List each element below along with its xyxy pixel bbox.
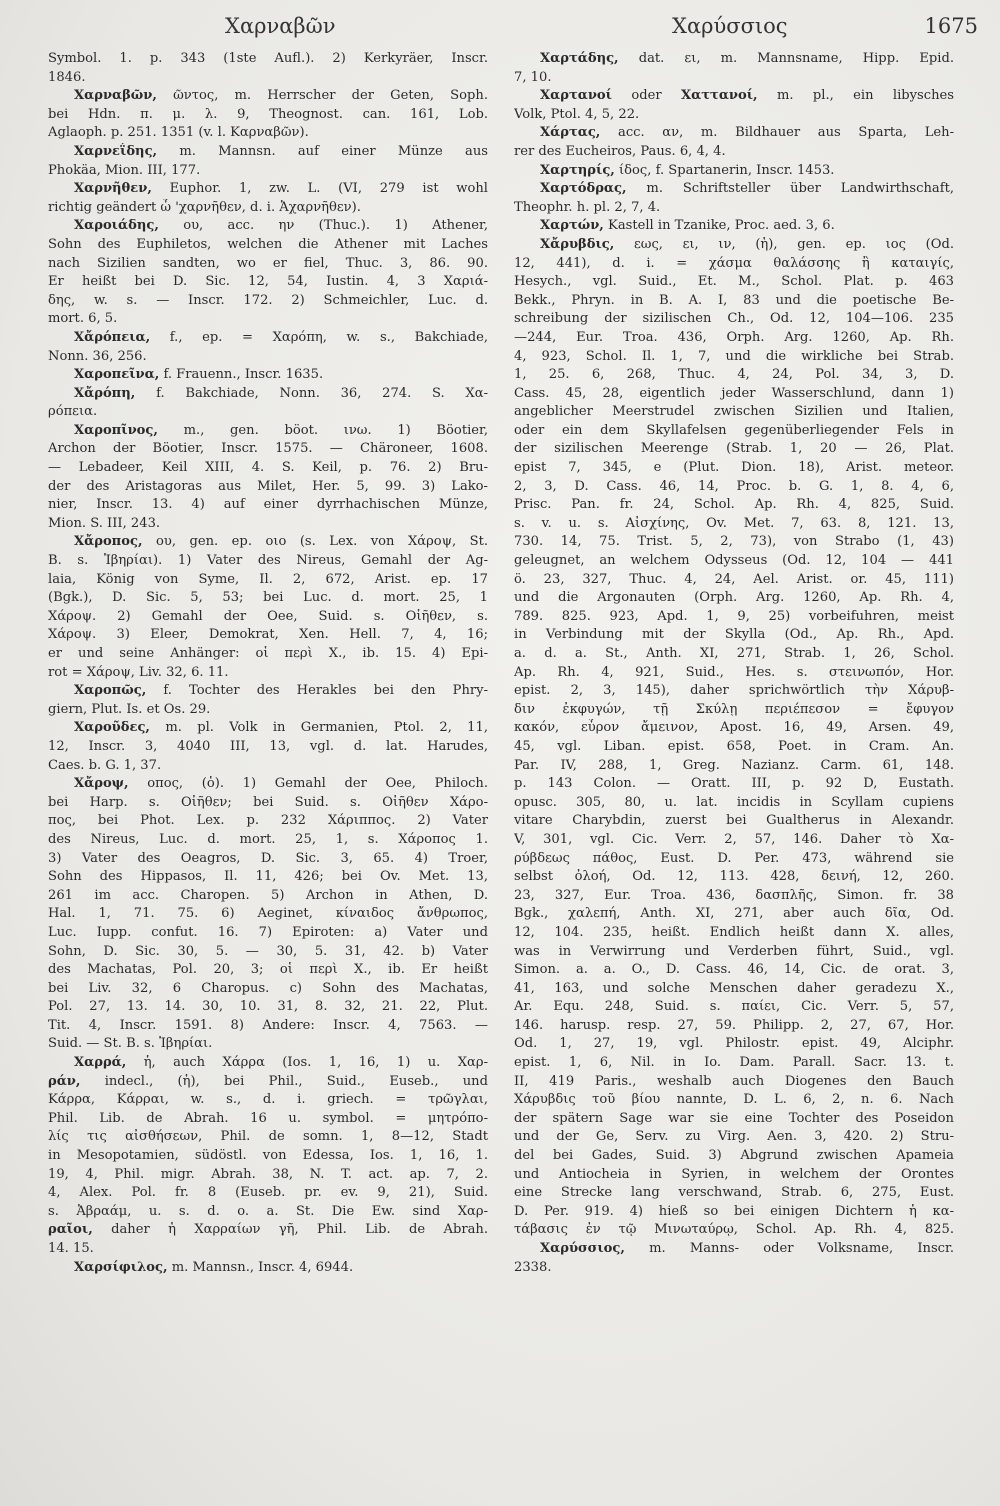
entry-text: des Nireus, Luc. d. mort. 25, 1, s. Χάροπος 1. <box>48 831 488 847</box>
entry-text: 4, Alex. Pol. fr. 8 (Euseb. pr. ev. 9, 21), Suid. <box>48 1185 488 1201</box>
entry-text: nach Sizilien sandten, wo er fiel, Thuc. 3, 86. 90. <box>48 255 488 271</box>
text-line <box>514 496 954 515</box>
entry-text: daher ἡ Χαρραίων γῆ, Phil. Lib. de Abrah. <box>92 1222 488 1238</box>
entry-text: Sohn, D. Sic. 30, 5. — 30, 5. 31, 42. b) Vater <box>48 943 488 959</box>
entry-text: geleugnet, an welchem Odysseus (Od. 12, 104 — 441 <box>514 553 954 569</box>
entry-text: 12, 104. 235, heißt. Endlich heißt dann Χ. alles, <box>514 924 954 940</box>
entry-text: λίς τις αἰσθήσεων, Phil. de somn. 1, 8—12, Stadt <box>48 1129 488 1145</box>
entry-text: nier, Inscr. 13. 4) auf einer dyrrhachischen Münze, <box>48 497 488 513</box>
headword: Χαροιάδης, <box>74 218 159 234</box>
text-line <box>514 868 954 887</box>
entry-text: II, 419 Paris., weshalb auch Diogenes den Bauch <box>514 1073 954 1089</box>
entry-text: epist. 2, 3, 145), daher sprichwörtlich τὴν Χάρυβ- <box>514 683 954 699</box>
headword: Χαροπῖνος, <box>74 422 158 438</box>
entry-text: Phokäa, Mion. III, 177. <box>48 162 201 178</box>
entry-text: Mion. S. III, 243. <box>48 515 161 531</box>
entry-text: Symbol. 1. p. 343 (1ste Aufl.). 2) Kerkyräer, Inscr. <box>48 51 488 66</box>
text-line <box>48 998 488 1017</box>
entry-text: was in Verwirrung und Verderben führt, Suid., vgl. <box>514 943 954 959</box>
entry-text: Nonn. 36, 256. <box>48 348 147 364</box>
entry-text: bei Hdn. π. μ. λ. 9, Theognost. can. 161, Lob. <box>48 106 488 122</box>
text-line <box>514 738 954 757</box>
entry-text: 14. 15. <box>48 1241 94 1256</box>
entry-text: und der Ge, Serv. zu Virg. Aen. 3, 420. 2) Stru- <box>514 1129 954 1145</box>
headword: Χαρτηρίς, <box>540 162 615 178</box>
text-line <box>48 1240 488 1259</box>
headword: Χαρτών, <box>540 218 604 234</box>
entry-text: Sohn des Euphiletos, welchen die Athener mit Laches <box>48 236 488 252</box>
entry-text: richtig geändert ὦ 'χαρνῆθεν, d. i. Ἀχαρνῆθεν). <box>48 199 361 215</box>
entry-text: a. d. a. St., Anth. XI, 271, Strab. 1, 26, Schol. <box>514 646 954 661</box>
headword: Χαττανοί, <box>680 88 758 104</box>
entry-headword-line <box>514 50 954 69</box>
text-line <box>48 701 488 720</box>
entry-text: Χάροψ. 2) Gemahl der Oee, Suid. s. Οἰῆθεν, s. <box>48 608 488 624</box>
entry-text: 261 im acc. Charopen. 5) Archon in Athen, D. <box>48 887 488 903</box>
entry-text: m. Manns- oder Volksname, Inscr. <box>624 1241 954 1256</box>
entry-text: 146. harusp. resp. 27, 59. Philipp. 2, 27, 67, Hor. <box>514 1017 954 1033</box>
entry-text: 3) Vater des Oeagros, D. Sic. 3, 65. 4) Troer, <box>48 850 488 866</box>
text-line <box>514 664 954 683</box>
headword: Χἄροψ, <box>74 776 129 792</box>
text-line <box>48 1017 488 1036</box>
entry-text: Er heißt bei D. Sic. 12, 54, Iustin. 4, 3 Χαριά- <box>48 274 488 290</box>
headword: Χαρύσσιος, <box>540 1241 625 1256</box>
entry-text: s. Ἀβραάμ, u. s. d. o. a. St. Die Ew. sind Χαρ- <box>48 1203 488 1219</box>
text-line <box>48 459 488 478</box>
entry-text: m. Schriftsteller über Landwirthschaft, <box>626 181 954 197</box>
headword: Χάρτας, <box>540 125 601 141</box>
entry-text: Prisc. Pan. fr. 24, Schol. Ap. Rh. 4, 825, Suid. <box>514 497 954 513</box>
text-line <box>514 682 954 701</box>
entry-text: Euphor. 1, zw. L. (VI, 279 ist wohl <box>151 181 488 197</box>
entry-text: in Verbindung mit der Skylla (Od., Ap. Rh., Apd. <box>514 627 954 643</box>
entry-headword-line <box>48 682 488 701</box>
entry-text: oder <box>611 88 681 104</box>
entry-text: Bekk., Phryn. in B. A. I, 83 und die poetische Be- <box>514 292 954 308</box>
text-line <box>514 831 954 850</box>
text-line <box>48 589 488 608</box>
text-line <box>48 496 488 515</box>
entry-text: 12, Inscr. 3, 4040 III, 13, vgl. d. lat. Harudes, <box>48 738 488 754</box>
text-line <box>514 757 954 776</box>
entry-headword-line <box>514 217 954 236</box>
text-line <box>48 1035 488 1054</box>
entry-text: angeblicher Meerstrudel zwischen Sizilien und Italien, <box>514 404 954 420</box>
text-line <box>514 1128 954 1147</box>
text-line <box>514 440 954 459</box>
entry-text: rer des Eucheiros, Paus. 6, 4, 4. <box>514 143 726 159</box>
text-line <box>48 626 488 645</box>
entry-text: in Mesopotamien, südöstl. von Edessa, Ios. 1, 16, 1. <box>48 1148 488 1164</box>
entry-headword-line <box>48 87 488 106</box>
text-line <box>48 199 488 218</box>
entry-text: 789. 825. 923, Apd. 1, 9, 25) vorbeifuhren, meist <box>514 608 954 624</box>
headword: Χαρτάδης, <box>540 51 619 66</box>
entry-text: Χάροψ. 3) Eleer, Demokrat, Xen. Hell. 7, 4, 16; <box>48 627 488 643</box>
text-line <box>514 1054 954 1073</box>
text-line <box>48 515 488 534</box>
entry-text: οπος, (ὁ). 1) Gemahl der Oee, Philoch. <box>128 776 488 792</box>
entry-text: ου, acc. ην (Thuc.). 1) Athener, <box>158 218 488 234</box>
text-line <box>514 403 954 422</box>
text-line <box>514 719 954 738</box>
text-line <box>48 738 488 757</box>
headword: Χαρτανοί <box>540 88 612 104</box>
entry-text: indecl., (ἡ), bei Phil., Suid., Euseb., und <box>80 1073 488 1089</box>
entry-text: 1846. <box>48 69 86 85</box>
entry-text: des Machatas, Pol. 20, 3; οἱ περὶ Χ., ib. Er heißt <box>48 962 488 978</box>
entry-text: rot = Χάροψ, Liv. 32, 6. 11. <box>48 664 229 680</box>
text-line <box>514 422 954 441</box>
text-line <box>514 1221 954 1240</box>
text-line <box>48 1147 488 1166</box>
text-line <box>48 1110 488 1129</box>
entry-text: Ar. Equ. 248, Suid. s. παίει, Cic. Verr. 5, 57, <box>514 999 954 1015</box>
text-line <box>48 552 488 571</box>
entry-text: Χάρυβδις τοῦ βίου nannte, D. L. 6, 2, n. 6. Nach <box>514 1092 954 1108</box>
entry-text: s. v. u. s. Αἰσχίνης, Ov. Met. 7, 63. 8, 121. 13, <box>514 515 954 531</box>
entry-text: dat. ει, m. Mannsname, Hipp. Epid. <box>618 51 954 66</box>
headword: ράν, <box>48 1073 81 1089</box>
entry-headword-line <box>48 143 488 162</box>
entry-text: ου, gen. ep. οιο (s. Lex. von Χάροψ, St. <box>142 534 488 550</box>
entry-text: m. Mannsn. auf einer Münze aus <box>157 143 488 159</box>
text-line <box>48 162 488 181</box>
text-line <box>514 812 954 831</box>
text-line <box>48 887 488 906</box>
right-column <box>514 50 954 1277</box>
text-line <box>48 812 488 831</box>
entry-text: der spätern Sage war sie eine Tochter des Poseidon <box>514 1110 954 1126</box>
entry-text: — Lebadeer, Keil XIII, 4. S. Keil, p. 76. 2) Bru- <box>48 460 488 476</box>
text-line <box>48 403 488 422</box>
text-line <box>514 1017 954 1036</box>
text-line <box>514 533 954 552</box>
entry-text: —244, Eur. Troa. 436, Orph. Arg. 1260, Ap. Rh. <box>514 329 954 345</box>
entry-text: f., ep. = Χαρόπη, w. s., Bakchiade, <box>150 329 488 345</box>
entry-text: πος, bei Phot. Lex. p. 232 Χάριππος. 2) Vater <box>48 813 488 829</box>
entry-text: ö. 23, 327, Thuc. 4, 24, Ael. Arist. or. 45, 111) <box>514 571 954 587</box>
entry-text: Luc. Iupp. confut. 16. 7) Epiroten: a) Vater und <box>48 924 488 940</box>
text-line <box>48 348 488 367</box>
text-line <box>514 924 954 943</box>
headword: Χαροῦδες, <box>74 720 150 736</box>
text-line <box>514 943 954 962</box>
entry-text: Tit. 4, Inscr. 1591. 8) Andere: Inscr. 4, 7563. — <box>48 1017 488 1033</box>
entry-text: Hesych., vgl. Suid., Et. M., Schol. Plat. p. 463 <box>514 274 954 290</box>
text-line <box>514 143 954 162</box>
text-line <box>48 831 488 850</box>
text-line <box>514 273 954 292</box>
text-line <box>48 645 488 664</box>
entry-headword-line <box>514 1240 954 1259</box>
entry-text: opusc. 305, 80, u. lat. incidis in Scyllam cupiens <box>514 794 954 810</box>
text-line <box>514 1091 954 1110</box>
text-line <box>48 943 488 962</box>
text-line <box>514 608 954 627</box>
entry-text: m., gen. böot. ινω. 1) Böotier, <box>157 422 488 438</box>
text-line <box>514 106 954 125</box>
text-line <box>514 589 954 608</box>
entry-text: laia, König von Syme, Il. 2, 672, Arist. ep. 17 <box>48 571 488 587</box>
entry-headword-line <box>48 217 488 236</box>
text-line <box>48 106 488 125</box>
text-line <box>514 1147 954 1166</box>
page-number: 1675 <box>924 14 978 38</box>
text-line <box>514 385 954 404</box>
headword: Χαρρά, <box>74 1055 127 1071</box>
text-line <box>48 1128 488 1147</box>
headword: Χαρνῆθεν, <box>74 181 152 197</box>
text-line <box>514 850 954 869</box>
text-line <box>48 124 488 143</box>
text-line <box>514 626 954 645</box>
entry-text: er und seine Anhänger: οἱ περὶ Χ., ib. 15. 4) Epi- <box>48 646 488 661</box>
text-line <box>48 961 488 980</box>
entry-text: Simon. a. a. O., D. Cass. 46, 14, Cic. de orat. 3, <box>514 962 954 978</box>
text-line <box>514 571 954 590</box>
text-line <box>514 1166 954 1185</box>
text-line <box>514 998 954 1017</box>
entry-text: 12, 441), d. i. = χάσμα θαλάσσης ἢ καταιγίς, <box>514 255 954 271</box>
entry-headword-line <box>48 1054 488 1073</box>
entry-text: κακόν, εὗρον ἄμεινον, Apost. 16, 49, Arsen. 49, <box>514 720 954 736</box>
entry-text: f. Bakchiade, Nonn. 36, 274. S. Χα- <box>135 385 488 401</box>
entry-headword-line <box>48 385 488 404</box>
headword: Χἄρόπεια, <box>74 329 151 345</box>
entry-text: 2, 3, D. Cass. 46, 14, Proc. b. G. 1, 8. 4, 6, <box>514 478 954 494</box>
text-line <box>514 1203 954 1222</box>
text-line <box>48 236 488 255</box>
entry-headword-line <box>514 124 954 143</box>
text-line <box>514 887 954 906</box>
entry-text: διν ἐκφυγών, τῇ Σκύλῃ περιέπεσον = ἔφυγον <box>514 701 954 717</box>
text-line <box>514 775 954 794</box>
entry-text: V, 301, vgl. Cic. Verr. 2, 57, 146. Daher τὸ Χα- <box>514 831 954 847</box>
headword: Χαροπῶς, <box>74 683 147 699</box>
entry-text: der des Aristagoras aus Milet, Her. 5, 99. 3) Lako- <box>48 478 488 494</box>
headword: Χαρναβῶν, <box>74 88 157 104</box>
entry-text: und Antiocheia in Syrien, in welchem der Orontes <box>514 1166 954 1182</box>
headword: Χαρσίφιλος, <box>74 1259 168 1275</box>
entry-text: oder ein dem Skyllafelsen gegenüberliegender Fels in <box>514 422 954 438</box>
headword: Χαροπεῖνα, <box>74 367 160 383</box>
entry-text: 45, vgl. Liban. epist. 658, Poet. in Cram. An. <box>514 738 954 754</box>
text-line <box>514 701 954 720</box>
entry-text: 1, 25. 6, 268, Thuc. 4, 24, Pol. 34, 3, D. <box>514 367 954 383</box>
entry-text: ίδος, f. Spartanerin, Inscr. 1453. <box>614 162 835 178</box>
entry-text: ῶντος, m. Herrscher der Geten, Soph. <box>156 88 488 104</box>
entry-headword-line <box>48 329 488 348</box>
text-line <box>514 478 954 497</box>
text-line <box>514 199 954 218</box>
entry-text: vitare Charybdin, zuerst bei Gualtherus in Alexandr. <box>514 813 954 829</box>
entry-text: Ap. Rh. 4, 921, Suid., Hes. s. στεινωπόν, Hor. <box>514 664 954 680</box>
entry-text: Κάρρα, Κάρραι, w. s., d. i. griech. = τρῶγλαι, <box>48 1092 488 1108</box>
text-line <box>514 794 954 813</box>
text-line <box>514 292 954 311</box>
text-line <box>514 348 954 367</box>
entry-text: del bei Gades, Suid. 3) Abgrund zwischen Apameia <box>514 1148 954 1164</box>
text-line <box>48 1073 488 1092</box>
entry-text: der sizilischen Meerenge (Strab. 1, 20 — 26, Plat. <box>514 441 954 457</box>
text-line <box>514 366 954 385</box>
entry-text: m. pl. Volk in Germanien, Ptol. 2, 11, <box>150 720 488 736</box>
entry-headword-line <box>514 180 954 199</box>
text-line <box>514 329 954 348</box>
running-head-left: Χαρναβῶν <box>225 14 336 38</box>
headword: ραῖοι, <box>48 1222 93 1238</box>
headword: Χἄροπος, <box>74 534 143 550</box>
entry-text: giern, Plut. Is. et Os. 29. <box>48 701 211 717</box>
entry-text: f. Frauenn., Inscr. 1635. <box>159 367 324 383</box>
entry-headword-line <box>48 180 488 199</box>
entry-headword-line <box>48 533 488 552</box>
text-line <box>48 478 488 497</box>
text-line <box>48 794 488 813</box>
text-line <box>48 924 488 943</box>
entry-headword-line <box>48 1259 488 1278</box>
headword: Χαρνεΐδης, <box>74 143 158 159</box>
entry-headword-line <box>514 162 954 181</box>
entry-headword-line <box>48 422 488 441</box>
entry-text: m. pl., ein libysches <box>757 88 954 104</box>
entry-headword-line <box>514 87 954 106</box>
text-line <box>514 310 954 329</box>
entry-text: 2338. <box>514 1259 552 1275</box>
text-line <box>514 1259 954 1278</box>
text-line <box>48 50 488 69</box>
entry-text: Aglaoph. p. 251. 1351 (v. l. Καρναβῶν). <box>48 125 309 141</box>
entry-text: Phil. Lib. de Abrah. 16 u. symbol. = μητρόπο- <box>48 1110 488 1126</box>
text-line <box>48 905 488 924</box>
headword: Χαρτόδρας, <box>540 181 627 197</box>
text-line <box>48 310 488 329</box>
entry-text: Caes. b. G. 1, 37. <box>48 757 162 773</box>
text-line <box>514 552 954 571</box>
headword: Χἄρόπη, <box>74 385 136 401</box>
entry-text: Theophr. h. pl. 2, 7, 4. <box>514 199 661 215</box>
entry-text: epist 7, 345, e (Plut. Dion. 18), Arist. meteor. <box>514 460 954 476</box>
entry-text: Pol. 27, 13. 14. 30, 10. 31, 8. 32, 21. 22, Plut. <box>48 999 488 1015</box>
entry-text: acc. αν, m. Bildhauer aus Sparta, Leh- <box>600 125 954 141</box>
entry-text: 4, 923, Schol. Il. 1, 7, und die wirkliche bei Strab. <box>514 348 954 364</box>
text-line <box>48 273 488 292</box>
entry-text: 41, 163, und solche Menschen daher geradezu Χ., <box>514 980 954 996</box>
entry-text: 7, 10. <box>514 69 552 85</box>
entry-text: bei Harp. s. Οἰῆθεν; bei Suid. s. Οἰῆθεν Χάρο- <box>48 794 488 810</box>
text-line <box>48 1091 488 1110</box>
entry-text: epist. 1, 6, Nil. in Io. Dam. Parall. Sacr. 13. t. <box>514 1055 954 1071</box>
text-line <box>48 850 488 869</box>
text-line <box>514 645 954 664</box>
text-line <box>514 905 954 924</box>
text-line <box>514 1184 954 1203</box>
entry-text: Suid. — St. B. s. Ἰβηρίαι. <box>48 1036 213 1052</box>
text-line <box>48 440 488 459</box>
text-line <box>48 1166 488 1185</box>
entry-headword-line <box>48 366 488 385</box>
entry-text: Bgk., χαλεπή, Anth. XI, 271, aber auch δῖα, Od. <box>514 906 954 922</box>
text-line <box>48 868 488 887</box>
entry-text: Volk, Ptol. 4, 5, 22. <box>514 106 640 122</box>
entry-text: Od. 1, 27, 19, vgl. Philostr. epist. 49, Alciphr. <box>514 1036 954 1052</box>
entry-text: mort. 6, 5. <box>48 311 118 327</box>
text-line <box>514 515 954 534</box>
running-head-right: Χαρύσσιος <box>672 14 788 38</box>
text-line <box>48 292 488 311</box>
text-line <box>514 961 954 980</box>
text-line <box>48 1184 488 1203</box>
text-line <box>514 459 954 478</box>
entry-text: D. Per. 919. 4) hieß so bei einigen Dichtern ἡ κα- <box>514 1203 954 1219</box>
text-line <box>48 571 488 590</box>
text-line <box>48 255 488 274</box>
entry-text: Archon der Böotier, Inscr. 1575. — Chäroneer, 1608. <box>48 441 488 457</box>
entry-text: ἡ, auch Χάρρα (Ios. 1, 16, 1) u. Χαρ- <box>126 1055 488 1071</box>
entry-text: 730. 14, 75. Trist. 5, 2, 73), von Strabo (1, 43) <box>514 534 954 550</box>
entry-text: τάβασις ἐν τῷ Μινωταύρῳ, Schol. Ap. Rh. 4, 825. <box>514 1222 954 1238</box>
entry-text: m. Mannsn., Inscr. 4, 6944. <box>167 1259 354 1275</box>
text-line <box>514 1073 954 1092</box>
entry-headword-line <box>48 719 488 738</box>
text-line <box>48 69 488 88</box>
entry-text: schreibung der sizilischen Ch., Od. 12, 104—106. 235 <box>514 311 954 327</box>
text-line <box>514 69 954 88</box>
text-line <box>48 980 488 999</box>
entry-text: Par. IV, 288, 1, Greg. Nazianz. Carm. 61, 148. <box>514 757 954 773</box>
text-line <box>514 1110 954 1129</box>
entry-text: δης, w. s. — Inscr. 172. 2) Schmeichler, Luc. d. <box>48 292 488 308</box>
text-line <box>48 1203 488 1222</box>
text-line <box>514 1035 954 1054</box>
entry-text: (Bgk.), D. Sic. 5, 53; bei Luc. d. mort. 25, 1 <box>48 590 488 606</box>
entry-text: Kastell in Tzanike, Proc. aed. 3, 6. <box>603 218 835 234</box>
text-line <box>48 757 488 776</box>
entry-text: f. Tochter des Herakles bei den Phry- <box>146 683 488 699</box>
text-line <box>514 980 954 999</box>
entry-headword-line <box>514 236 954 255</box>
entry-text: εως, ει, ιν, (ἡ), gen. ep. ιος (Od. <box>614 236 954 252</box>
entry-text: ρύβδεως πάθος, Eust. D. Per. 473, während sie <box>514 850 954 866</box>
entry-text: bei Liv. 32, 6 Charopus. c) Sohn des Machatas, <box>48 980 488 996</box>
entry-text: Cass. 45, 28, eigentlich jeder Wasserschlund, dann 1) <box>514 385 954 401</box>
entry-text: und die Argonauten (Orph. Arg. 1260, Ap. Rh. 4, <box>514 590 954 606</box>
left-column <box>48 50 488 1277</box>
entry-text: eine Strecke lang verschwand, Strab. 6, 275, Eust. <box>514 1185 954 1201</box>
headword: Χἄρυβδις, <box>540 236 615 252</box>
entry-text: Sohn des Hippasos, Il. 11, 426; bei Ov. Met. 13, <box>48 869 488 885</box>
entry-text: 19, 4, Phil. migr. Abrah. 38, N. T. act. ap. 7, 2. <box>48 1166 488 1182</box>
entry-text: p. 143 Colon. — Oratt. III, p. 92 D, Eustath. <box>514 776 954 792</box>
entry-text: ρόπεια. <box>48 404 98 420</box>
entry-text: selbst ὀλοή, Od. 12, 113. 428, δεινή, 12, 260. <box>514 869 954 885</box>
text-line <box>48 608 488 627</box>
entry-text: B. s. Ἰβηρίαι). 1) Vater des Nireus, Gemahl der Ag- <box>48 553 488 569</box>
text-line <box>48 1221 488 1240</box>
entry-headword-line <box>48 775 488 794</box>
entry-text: 23, 327, Eur. Troa. 436, δασπλῆς, Simon. fr. 38 <box>514 887 954 903</box>
entry-text: Hal. 1, 71. 75. 6) Aeginet, κίναιδος ἄνθρωπος, <box>48 906 488 922</box>
text-line <box>514 255 954 274</box>
text-line <box>48 664 488 683</box>
